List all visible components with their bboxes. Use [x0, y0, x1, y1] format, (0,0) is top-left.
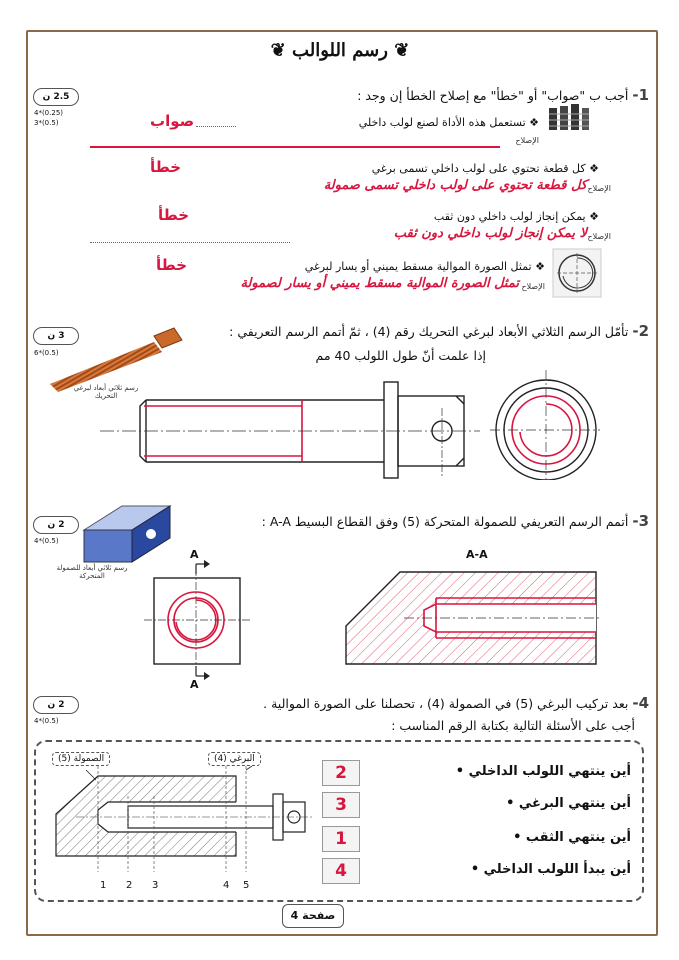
q1-item-3-correction-label: الإصلاح — [587, 232, 611, 241]
ornament-right-icon: ❦ — [387, 40, 410, 61]
q1-item-1-answer: صواب — [150, 112, 195, 130]
scale-1: 1 — [100, 880, 107, 891]
q1-prompt: 1- أجب ب "صواب" أو "خطأ" مع إصلاح الخطأ إن وجد : — [357, 86, 649, 104]
q4-question-2: أين ينتهي البرغي • — [506, 796, 631, 811]
page-title: ❦ رسم اللوالب ❦ — [270, 40, 410, 61]
q1-item-1-correction-line — [90, 146, 500, 148]
q2-points: 6*(0.5) — [34, 349, 59, 357]
q2-note: إذا علمت أنّ طول اللولب 40 مم — [315, 348, 486, 363]
q1-item-1-correction-label: الإصلاح — [515, 136, 539, 145]
q2-prompt: 2- تأمّل الرسم الثلاثي الأبعاد لبرغي التحريك رقم (4) ، ثمّ أتمم الرسم التعريفي : — [229, 322, 649, 340]
answer-box-4: 4 — [322, 858, 360, 884]
q4-prompt: 4- بعد تركيب البرغي (5) في الصمولة (4) ، تحصلنا على الصورة الموالية . — [263, 694, 649, 712]
nut-front-view-drawing — [140, 540, 270, 690]
answer-box-3: 1 — [322, 826, 360, 852]
bullet-icon: ❖ — [535, 260, 545, 273]
q3-prompt: 3- أتمم الرسم التعريفي للصمولة المتحركة (5) وفق القطاع البسيط A-A : — [261, 512, 649, 530]
screw-drawing — [100, 368, 600, 480]
section-marker-top: A — [190, 548, 199, 561]
part-label-screw: البرغي (4) — [208, 752, 261, 766]
q1-item-4-answer: خطأ — [156, 256, 188, 274]
section-title: A-A — [466, 548, 488, 561]
ornament-left-icon: ❦ — [270, 40, 293, 61]
q1-item-3-correction: لا يمكن إنجاز لولب داخلي دون ثقب — [393, 226, 587, 241]
q4-badge: 2 ن — [33, 696, 79, 714]
scale-5: 5 — [243, 880, 250, 891]
scale-3: 3 — [152, 880, 159, 891]
part-label-nut: الصمولة (5) — [52, 752, 110, 766]
bullet-icon: • — [513, 830, 522, 845]
scale-2: 2 — [126, 880, 133, 891]
q3-image-label: رسم ثلاثي أبعاد للصمولة المتحركة — [56, 564, 128, 580]
q4-points: 4*(0.5) — [34, 717, 59, 725]
q1-item-3-answer: خطأ — [158, 206, 190, 224]
bullet-icon: ❖ — [529, 116, 539, 129]
q2-image-label: رسم ثلاثي أبعاد لبرغي التحريك — [73, 384, 139, 400]
q1-item-2: ❖ كل قطعة تحتوي على لولب داخلي تسمى برغي — [371, 162, 599, 175]
tap-tool-image — [547, 102, 591, 134]
q1-item-2-correction-label: الإصلاح — [587, 184, 611, 193]
q1-item-1: ❖ تستعمل هذه الأداة لصنع لولب داخلي — [358, 116, 539, 129]
q3-badge: 2 ن — [33, 516, 79, 534]
bullet-icon: ❖ — [589, 210, 599, 223]
q4-sub: أجب على الأسئلة التالية بكتابة الرقم المناسب : — [391, 718, 635, 733]
q4-question-3: أين ينتهي الثقب • — [513, 830, 631, 845]
q1-item-4-correction: تمثل الصورة الموالية مسقط يميني أو يسار لصمولة — [240, 276, 519, 291]
nut-side-view-image — [552, 248, 602, 298]
bullet-icon: • — [455, 764, 465, 779]
assembly-drawing — [46, 766, 316, 876]
answer-box-2: 3 — [322, 792, 360, 818]
q4-question-4: أين يبدأ اللولب الداخلي • — [470, 862, 631, 877]
q2-badge: 3 ن — [33, 327, 79, 345]
q4-question-1: أين ينتهي اللولب الداخلي • — [455, 764, 631, 779]
q3-points: 4*(0.5) — [34, 537, 59, 545]
q1-item-4: ❖ تمثل الصورة الموالية مسقط يميني أو يسار لبرغي — [304, 260, 545, 273]
q1-item-2-answer: خطأ — [150, 158, 182, 176]
nut-section-drawing — [344, 568, 600, 668]
answer-box-1: 2 — [322, 760, 360, 786]
bullet-icon: • — [470, 862, 480, 877]
section-marker-bottom: A — [190, 678, 199, 691]
q1-item-3: ❖ يمكن إنجاز لولب داخلي دون ثقب — [433, 210, 599, 223]
q1-item-2-correction: كل قطعة تحتوي على لولب داخلي تسمى صمولة — [323, 178, 587, 193]
q1-badge: 2.5 ن — [33, 88, 79, 106]
scale-4: 4 — [223, 880, 230, 891]
q1-points: 4*(0.25) 3*(0.5) — [34, 109, 64, 127]
page-number: صفحة 4 — [282, 904, 344, 928]
bullet-icon: ❖ — [589, 162, 599, 175]
q1-item-4-correction-label: الإصلاح — [521, 282, 545, 291]
bullet-icon: • — [506, 796, 515, 811]
